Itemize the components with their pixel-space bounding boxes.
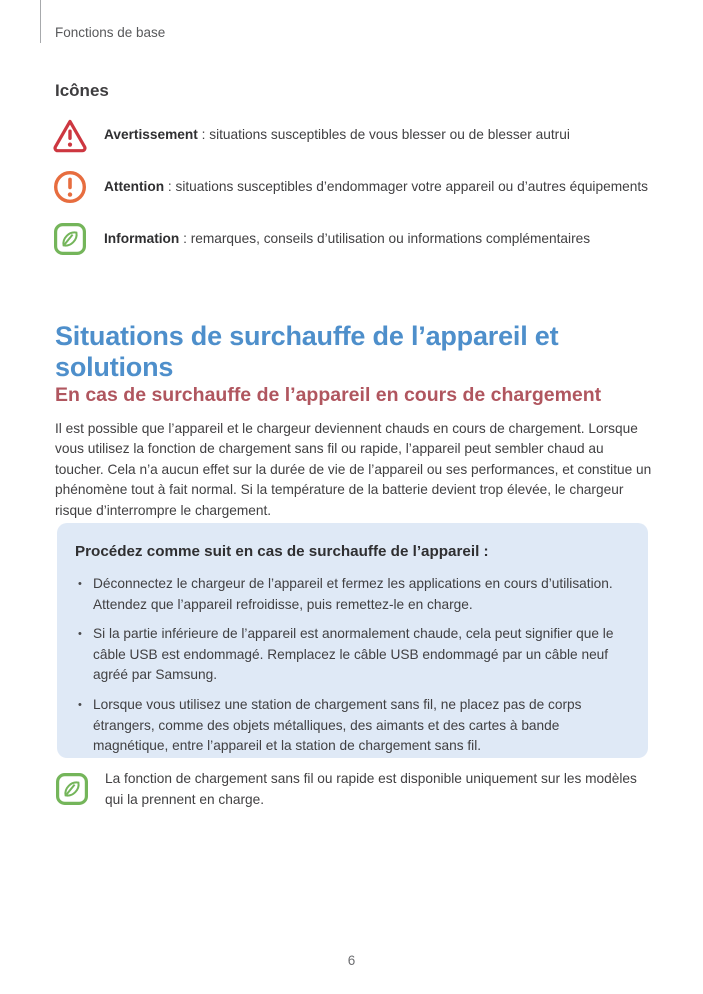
legend-text — [104, 178, 648, 196]
legend-desc: : situations susceptibles d’endommager votre appareil ou d’autres équipements — [164, 179, 648, 194]
procedure-item: • Si la partie inférieure de l’appareil est anormalement chaude, cela peut signifier que le câble USB est endommagé. Remplacez le câble USB endommagé par un câble neuf agréé par Samsung. — [75, 624, 628, 686]
chapter-title: Situations de surchauffe de l’appareil et solutions — [55, 321, 559, 383]
legend-term: Information — [104, 231, 180, 246]
procedure-item: • Déconnectez le chargeur de l’appareil et fermez les applications en cours d’utilisation. Attendez que l’appareil refroidisse, puis remettez-le en charge. — [75, 574, 628, 615]
caution-icon — [52, 169, 88, 205]
page-number: 6 — [347, 953, 356, 968]
legend-row-information — [52, 221, 652, 257]
procedure-item: • Lorsque vous utilisez une station de chargement sans fil, ne placez pas de corps étrangers, comme des objets métalliques, des aimants et des cartes à bande magnétique, entre l’appareil et la station de chargement sans fil. — [75, 695, 628, 757]
legend-desc: : remarques, conseils d’utilisation ou informations complémentaires — [179, 231, 591, 246]
legend-term: Avertissement — [104, 127, 198, 142]
legend-text — [104, 230, 590, 248]
procedure-callout-box — [57, 523, 648, 758]
body-paragraph: Il est possible que l’appareil et le chargeur deviennent chauds en cours de chargement. Lorsque vous utilisez la fonction de chargement sans fil ou rapide, l’appareil peut sembler chaud au toucher. Cela n’a aucun effet sur la durée de vie de l’appareil ou ses performances, et constitue un phénomène tout à fait normal. Si la température de la batterie devient trop élevée, le chargeur risque d’interrompre le chargement. — [55, 420, 652, 519]
info-icon — [54, 771, 90, 807]
running-header: Fonctions de base — [55, 25, 166, 40]
legend-row-caution — [52, 169, 652, 205]
note-text: La fonction de chargement sans fil ou rapide est disponible uniquement sur les modèles qui la prennent en charge. — [105, 771, 637, 807]
icon-legend — [52, 117, 652, 273]
procedure-list — [75, 574, 628, 757]
info-note — [54, 769, 654, 810]
legend-desc: : situations susceptibles de vous blesser ou de blesser autrui — [197, 127, 570, 142]
info-icon — [52, 221, 88, 257]
legend-text — [104, 126, 570, 144]
section-title: En cas de surchauffe de l’appareil en cours de chargement — [55, 384, 602, 407]
icons-section-title: Icônes — [55, 81, 109, 100]
procedure-title: Procédez comme suit en cas de surchauffe de l’appareil : — [75, 543, 489, 560]
legend-term: Attention — [104, 179, 165, 194]
legend-row-warning — [52, 117, 652, 153]
header-rule — [40, 0, 41, 43]
warning-icon — [52, 117, 88, 153]
